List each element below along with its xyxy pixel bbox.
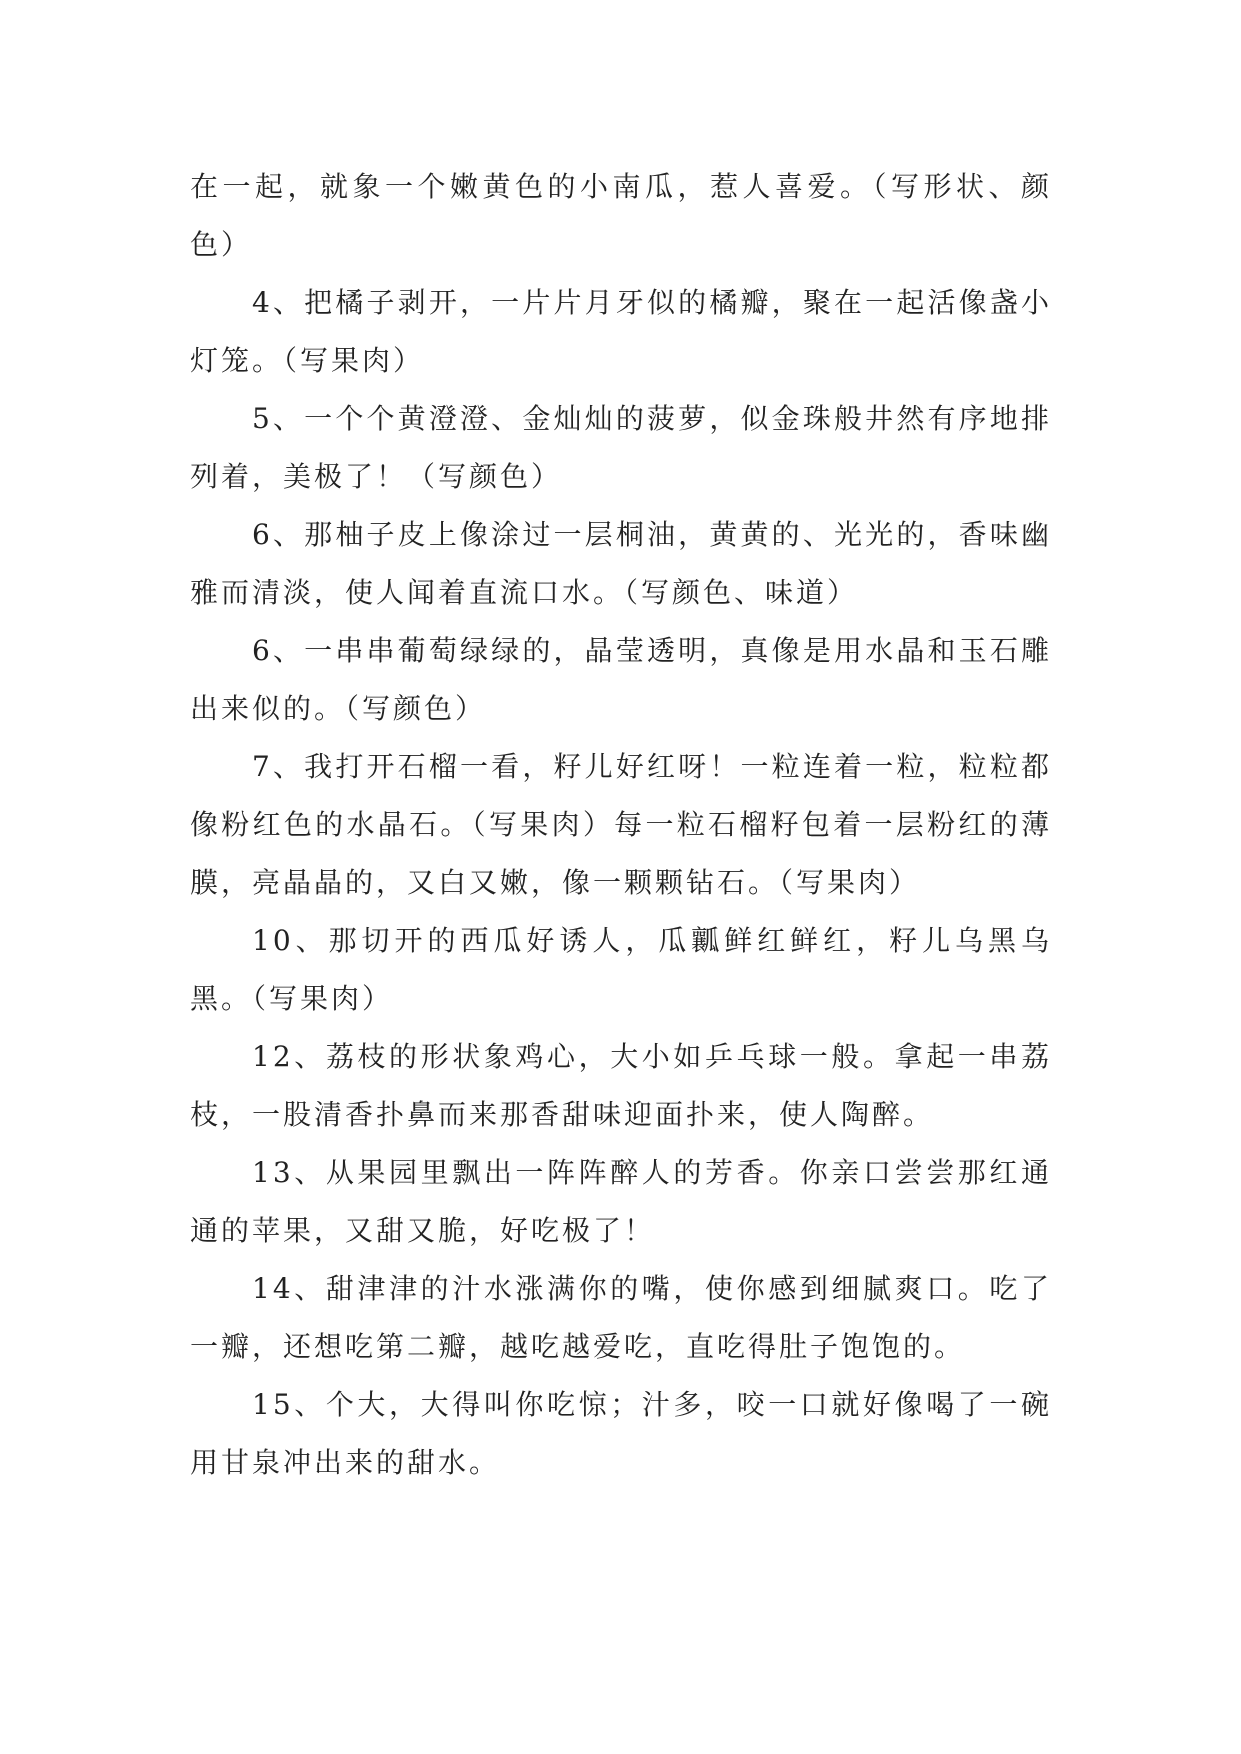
document-body: [190, 158, 1052, 1492]
paragraph-continued: 在一起，就象一个嫩黄色的小南瓜，惹人喜爱。（写形状、颜色）: [190, 170, 1052, 261]
paragraph-6b: 6、一串串葡萄绿绿的，晶莹透明，真像是用水晶和玉石雕出来似的。（写颜色）: [190, 634, 1052, 725]
paragraph-4: 4、把橘子剥开，一片片月牙似的橘瓣，聚在一起活像盏小灯笼。（写果肉）: [190, 286, 1052, 377]
paragraph-13: 13、从果园里飘出一阵阵醉人的芳香。你亲口尝尝那红通通的苹果，又甜又脆，好吃极了！: [190, 1156, 1052, 1247]
paragraph-5: 5、一个个黄澄澄、金灿灿的菠萝，似金珠般井然有序地排列着，美极了！（写颜色）: [190, 402, 1052, 493]
paragraph-7: 7、我打开石榴一看，籽儿好红呀！一粒连着一粒，粒粒都像粉红色的水晶石。（写果肉）每一粒石榴籽包着一层粉红的薄膜，亮晶晶的，又白又嫩，像一颗颗钻石。（写果肉）: [190, 750, 1052, 899]
paragraph-14: 14、甜津津的汁水涨满你的嘴，使你感到细腻爽口。吃了一瓣，还想吃第二瓣，越吃越爱吃，直吃得肚子饱饱的。: [190, 1272, 1052, 1363]
paragraph-15: 15、个大，大得叫你吃惊；汁多，咬一口就好像喝了一碗用甘泉冲出来的甜水。: [190, 1388, 1052, 1479]
paragraph-12: 12、荔枝的形状象鸡心，大小如乒乓球一般。拿起一串荔枝，一股清香扑鼻而来那香甜味迎面扑来，使人陶醉。: [190, 1040, 1052, 1131]
paragraph-10: 10、那切开的西瓜好诱人，瓜瓤鲜红鲜红，籽儿乌黑乌黑。（写果肉）: [190, 924, 1052, 1015]
paragraph-6a: 6、那柚子皮上像涂过一层桐油，黄黄的、光光的，香味幽雅而清淡，使人闻着直流口水。（写颜色、味道）: [190, 518, 1052, 609]
